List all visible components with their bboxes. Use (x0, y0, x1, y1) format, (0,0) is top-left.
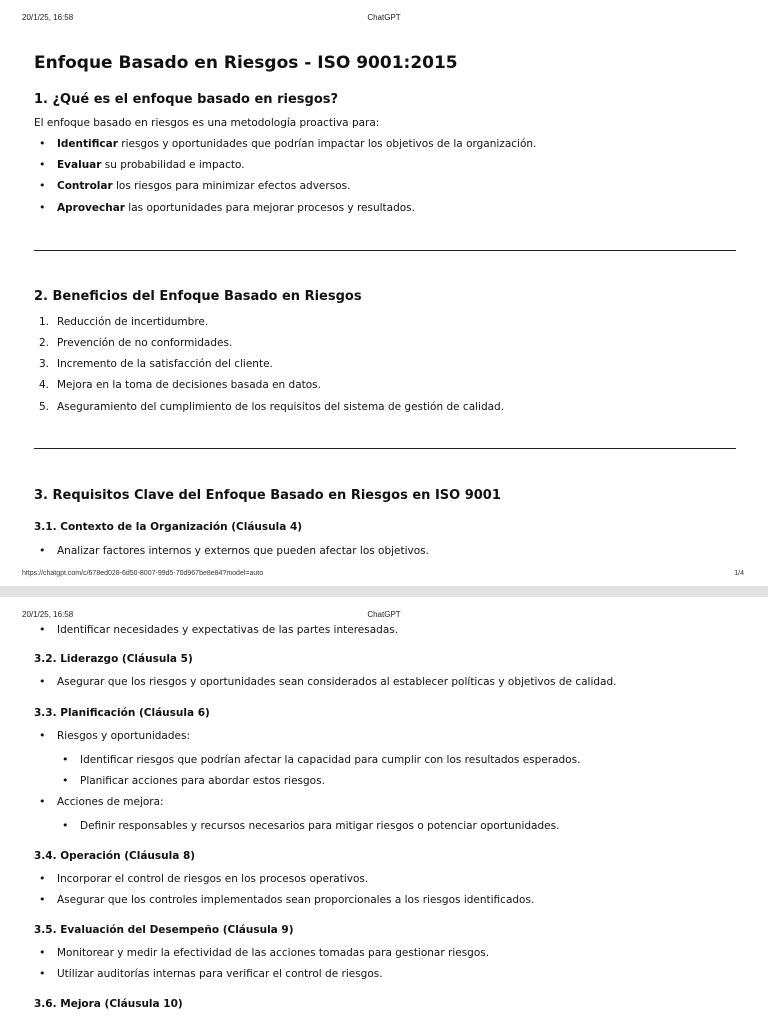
bullet-icon: • (62, 753, 69, 766)
list-item: 1. Reducción de incertidumbre. (39, 316, 209, 328)
list-item: • Identificar riesgos y oportunidades que podrían impactar los objetivos de la organización. (39, 137, 537, 150)
section-2-heading: 2. Beneficios del Enfoque Basado en Riesgos (34, 289, 362, 304)
list-item: • Identificar riesgos que podrían afectar la capacidad para cumplir con los resultados esperados. (62, 753, 581, 766)
list-item: • Incorporar el control de riesgos en los procesos operativos. (39, 872, 369, 885)
print-header-datetime: 20/1/25, 16:58 (22, 610, 74, 619)
list-item: 4. Mejora en la toma de decisiones basada en datos. (39, 379, 321, 391)
bullet-icon: • (39, 946, 46, 959)
list-item: • Planificar acciones para abordar estos riesgos. (62, 774, 325, 787)
subsection-3-1-heading: 3.1. Contexto de la Organización (Cláusula 4) (34, 521, 303, 533)
subsection-3-5-heading: 3.5. Evaluación del Desempeño (Cláusula 9) (34, 924, 294, 936)
subsection-3-6-heading: 3.6. Mejora (Cláusula 10) (34, 998, 183, 1010)
list-item: 5. Aseguramiento del cumplimiento de los requisitos del sistema de gestión de calidad. (39, 401, 505, 413)
subsection-3-4-heading: 3.4. Operación (Cláusula 8) (34, 850, 196, 862)
list-item: • Controlar los riesgos para minimizar efectos adversos. (39, 179, 351, 192)
list-item: • Analizar factores internos y externos que pueden afectar los objetivos. (39, 544, 429, 557)
page-separator (0, 586, 768, 597)
divider (34, 250, 736, 251)
bullet-icon: • (39, 872, 46, 885)
list-item: • Evaluar su probabilidad e impacto. (39, 158, 245, 171)
list-item: • Utilizar auditorías internas para verificar el control de riesgos. (39, 967, 383, 980)
bullet-icon: • (39, 201, 46, 214)
bullet-icon: • (62, 774, 69, 787)
list-item: • Asegurar que los riesgos y oportunidades sean considerados al establecer políticas y objetivos de calidad. (39, 675, 617, 688)
print-footer-url[interactable]: https://chatgpt.com/c/678ed028-6d50-8007-99d5-70d967be8e84?model=auto (22, 570, 264, 577)
list-item: • Aprovechar las oportunidades para mejorar procesos y resultados. (39, 201, 415, 214)
list-item: • Identificar necesidades y expectativas de las partes interesadas. (39, 623, 399, 636)
list-item: • Definir responsables y recursos necesarios para mitigar riesgos o potenciar oportunidades. (62, 819, 560, 832)
section-3-heading: 3. Requisitos Clave del Enfoque Basado en Riesgos en ISO 9001 (34, 488, 501, 503)
bullet-icon: • (39, 795, 46, 808)
list-item: • Asegurar que los controles implementados sean proporcionales a los riesgos identificados. (39, 893, 535, 906)
list-item: • Monitorear y medir la efectividad de las acciones tomadas para gestionar riesgos. (39, 946, 490, 959)
bullet-icon: • (39, 675, 46, 688)
list-item: • Acciones de mejora: (39, 795, 164, 808)
bullet-icon: • (39, 158, 46, 171)
page-title: Enfoque Basado en Riesgos - ISO 9001:2015 (34, 53, 458, 73)
divider (34, 448, 736, 449)
print-header-app: ChatGPT (367, 13, 401, 22)
bullet-icon: • (39, 893, 46, 906)
subsection-3-3-heading: 3.3. Planificación (Cláusula 6) (34, 707, 210, 719)
list-item: 2. Prevención de no conformidades. (39, 337, 233, 349)
bullet-icon: • (39, 137, 46, 150)
subsection-3-2-heading: 3.2. Liderazgo (Cláusula 5) (34, 653, 193, 665)
print-header-app: ChatGPT (367, 610, 401, 619)
bullet-icon: • (39, 623, 46, 636)
section-1-intro: El enfoque basado en riesgos es una metodología proactiva para: (34, 117, 380, 129)
bullet-icon: • (39, 544, 46, 557)
bullet-icon: • (39, 967, 46, 980)
section-1-heading: 1. ¿Qué es el enfoque basado en riesgos? (34, 92, 339, 107)
bullet-icon: • (39, 179, 46, 192)
bullet-icon: • (39, 729, 46, 742)
document-page-2 (0, 597, 768, 1024)
list-item: • Riesgos y oportunidades: (39, 729, 190, 742)
print-header-datetime: 20/1/25, 16:58 (22, 13, 74, 22)
bullet-icon: • (62, 819, 69, 832)
print-footer-page: 1/4 (734, 570, 744, 577)
list-item: 3. Incremento de la satisfacción del cliente. (39, 358, 273, 370)
